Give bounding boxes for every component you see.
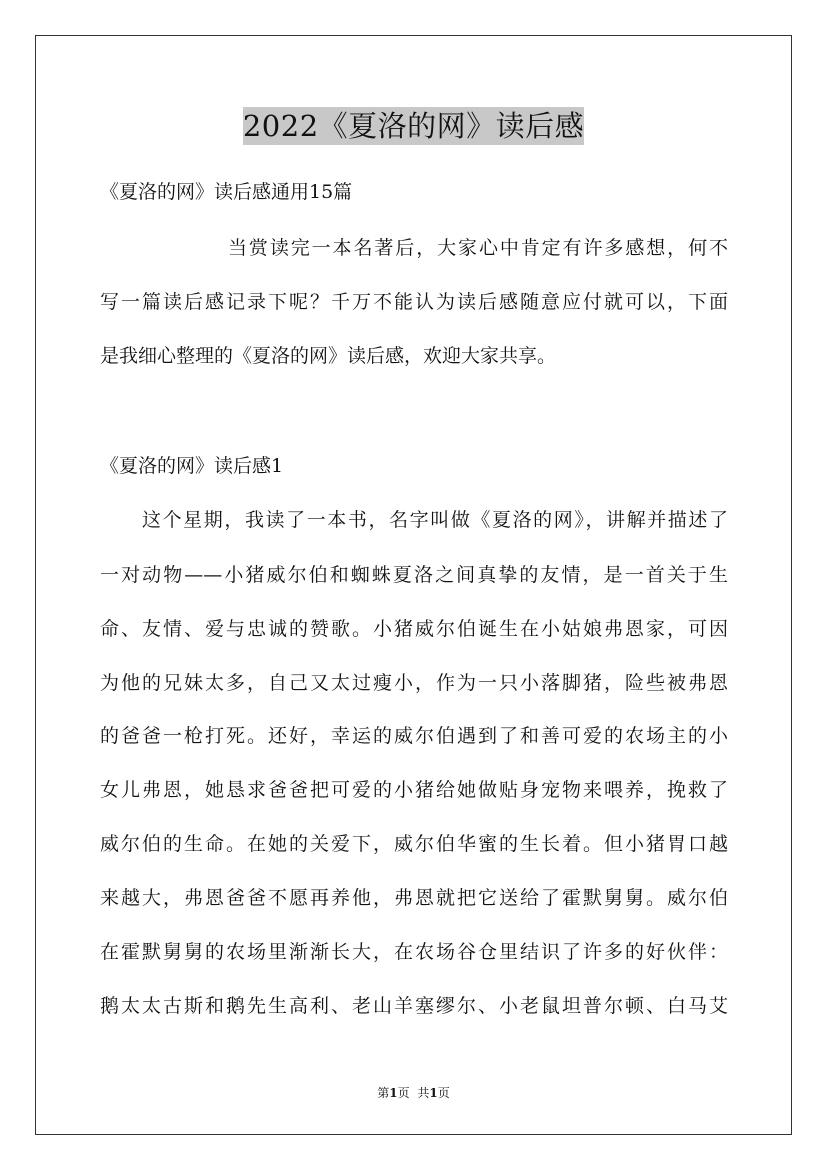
body-line: 的爸爸一枪打死。还好，幸运的威尔伯遇到了和善可爱的农场主的小 — [100, 725, 728, 747]
footer-total-number: 1 — [429, 1086, 438, 1100]
body-line: 在霍默舅舅的农场里渐渐长大，在农场谷仓里结识了许多的好伙伴： — [100, 941, 728, 963]
body-line: 这个星期，我读了一本书，名字叫做《夏洛的网》，讲解并描述了 — [142, 509, 728, 531]
body-line: 鹅太太古斯和鹅先生高利、老山羊塞缪尔、小老鼠坦普尔顿、白马艾 — [100, 995, 728, 1017]
footer-total-suffix: 页 — [437, 1086, 450, 1100]
intro-line: 是我细心整理的《夏洛的网》读后感，欢迎大家共享。 — [100, 345, 557, 367]
body-line: 来越大，弗恩爸爸不愿再养他，弗恩就把它送给了霍默舅舅。威尔伯 — [100, 887, 728, 909]
document-title-wrap — [0, 104, 827, 145]
page-footer — [0, 1084, 827, 1101]
body-line: 威尔伯的生命。在她的关爱下，威尔伯华蜜的生长着。但小猪胃口越 — [100, 833, 728, 855]
footer-total-prefix: 共 — [417, 1086, 430, 1100]
footer-page-suffix: 页 — [397, 1086, 410, 1100]
footer-page-prefix: 第 — [377, 1086, 390, 1100]
section-heading: 《夏洛的网》读后感1 — [100, 455, 284, 477]
intro-line: 写一篇读后感记录下呢？千万不能认为读后感随意应付就可以，下面 — [100, 291, 728, 313]
body-line: 一对动物——小猪威尔伯和蜘蛛夏洛之间真挚的友情，是一首关于生 — [100, 564, 728, 586]
document-title: 2022《夏洛的网》读后感 — [242, 109, 585, 143]
body-line: 女儿弗恩，她恳求爸爸把可爱的小猪给她做贴身宠物来喂养，挽救了 — [100, 779, 728, 801]
intro-line: 当赏读完一本名著后，大家心中肯定有许多感想，何不 — [228, 237, 728, 259]
body-line: 为他的兄妹太多，自己又太过瘦小，作为一只小落脚猪，险些被弗恩 — [100, 672, 728, 694]
footer-page-number: 1 — [389, 1086, 398, 1100]
subtitle: 《夏洛的网》读后感通用15篇 — [100, 181, 353, 203]
body-line: 命、友情、爱与忠诚的赞歌。小猪威尔伯诞生在小姑娘弗恩家，可因 — [100, 618, 728, 640]
